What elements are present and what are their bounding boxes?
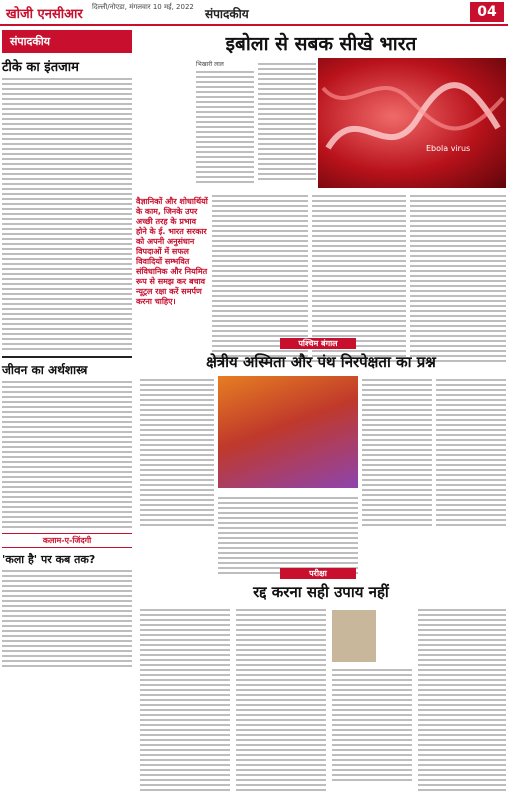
exam-col2	[236, 606, 326, 794]
author-photo	[332, 610, 376, 662]
editorial-banner: संपादकीय	[2, 30, 132, 53]
main-headline: इबोला से सबक सीखे भारत	[225, 33, 417, 55]
west-bengal-col2	[218, 494, 358, 577]
main-body-col1	[196, 68, 254, 186]
virus-illustration	[318, 58, 506, 188]
editorial-title: टीके का इंतजाम	[2, 60, 79, 75]
left-column	[2, 30, 132, 798]
west-bengal-col1	[140, 376, 214, 529]
quote-article-body	[2, 570, 132, 667]
byline: भिखारी लाल	[196, 61, 224, 68]
section-label-exam: परीक्षा	[280, 568, 356, 579]
section-label-west-bengal: पश्चिम बंगाल	[280, 338, 356, 349]
main-body-col2	[258, 60, 316, 183]
main-article	[136, 30, 506, 60]
economy-body	[2, 381, 132, 528]
west-bengal-headline: क्षेत्रीय अस्मिता और पंथ निरपेक्षता का प्रश्न	[206, 353, 436, 371]
ebola-virus-image	[318, 58, 506, 188]
exam-col3	[332, 666, 412, 784]
main-body-col5	[410, 192, 506, 365]
newspaper-logo: खोजी एनसीआर	[6, 7, 83, 22]
exam-col4	[418, 606, 506, 794]
image-caption: Ebola virus	[426, 144, 471, 153]
masthead	[0, 0, 508, 26]
quote-article-title: 'कला है' पर कब तक?	[2, 553, 96, 566]
main-byline-block	[196, 60, 254, 68]
economy-title: जीवन का अर्थशास्त्र	[2, 356, 132, 378]
editorial-body	[2, 78, 132, 350]
exam-col1	[140, 606, 230, 794]
section-title: संपादकीय	[205, 7, 249, 21]
pull-quote: वैज्ञानिकों और शोधार्थियों के काम, जिनके उपर अच्छी तरह के प्रभाव होने के ई. भारत सरकार को अपनी अनुसंधान विपदाओं में सफल विवादियों सम्भवित संविधानिक और नियमित रूप से समझ कर बचाव न्यूट्रल रक्षा करें समर्पण करना चाहिए।	[136, 197, 208, 306]
exam-headline: रद्द करना सही उपाय नहीं	[253, 583, 389, 601]
dateline: दिल्ली/नोएडा, मंगलवार 10 मई, 2022	[92, 3, 194, 11]
page-number: 04	[470, 2, 504, 22]
west-bengal-col3	[362, 376, 432, 529]
rally-photo	[218, 376, 358, 488]
column-banner: कलाम-ए-जिंदगी	[2, 533, 132, 548]
west-bengal-col4	[436, 376, 506, 529]
